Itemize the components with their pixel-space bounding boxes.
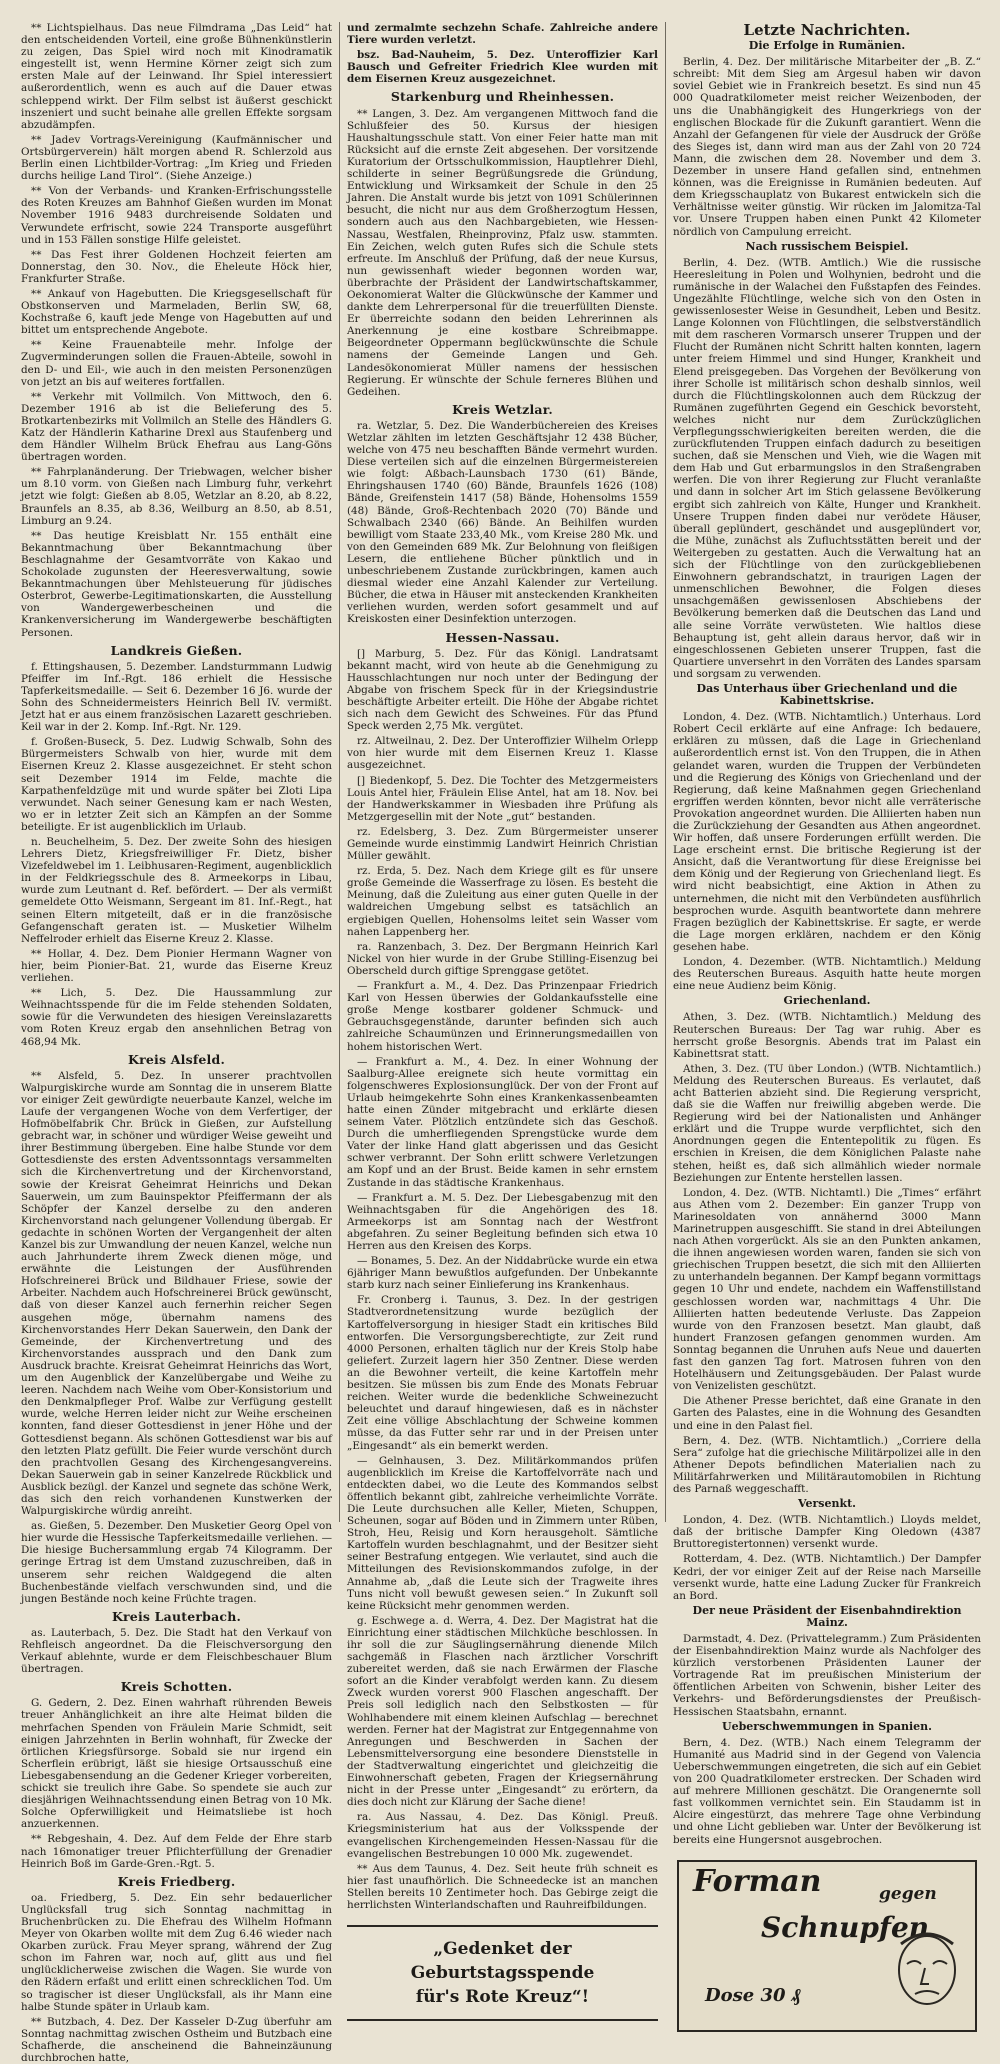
article-london-times: London, 4. Dez. (WTB. Nichtamtl.) Die „Times“ erfährt aus Athen vom 2. Dezember: Ein ganzer Trupp von Marinesoldaten von annähernd 3000 Mann Marinetruppen ausgeschifft. Sie stand in drei Abteilungen nach Athen vorgerückt. Als sie an den Punkten ankamen, die ihnen angewiesen worden waren, fanden sie sich von griechischen Truppen besetzt, die sich mit den Alliierten zu unterhandeln begannen. Der Kampf begann vormittags gegen 10 Uhr und endete, nachdem ein Waffenstillstand geschlossen worden war, nachmittags 4 Uhr. Die Alliierten hatten bedeutende Verluste. Das Zappeion wurde von den Franzosen besetzt. Man glaubt, daß hundert Franzosen gefangen genommen wurden. Am Sonntag begannen die Unruhen aufs Neue und dauerten fast den ganzen Tag fort. Matrosen fuhren von den Hotelhäusern und Zeitungsgebäuden. Der Palast wurde von Venizelisten geschützt.	[673, 1186, 981, 1393]
section-heading-friedberg: Kreis Friedberg.	[117, 1873, 236, 1889]
section-heading-schotten: Kreis Schotten.	[120, 1679, 233, 1695]
article-rotterdam: Rotterdam, 4. Dez. (WTB. Nichtamtlich.) Der Dampfer Kedri, der vor einiger Zeit auf der Reise nach Marseille versenkt wurde, hatte eine Ladung Zucker für Frankreich an Bord.	[673, 1553, 981, 1602]
ad-product: Schnupfen	[761, 1910, 930, 1944]
article-vollmilch: ** Verkehr mit Vollmilch. Von Mittwoch, den 6. Dezember 1916 ab ist die Belieferung des 5. Brotkartenbezirks mit Vollmilch an Stelle des Händlers G. Katz der Händlerin Katharine Drexl aus Staufenberg und dem Händler Wilhelm Brück Ehefrau aus Lang-Göns übertragen worden.	[21, 390, 332, 464]
article-aus-nassau: ra. Aus Nassau, 4. Dez. Das Königl. Preuß. Kriegsministerium hat aus der Volksspende der evangelischen Kirchengemeinden Hessen-Nassau für die evangelischen Bestrebungen 10 000 Mk. zugewendet.	[347, 1811, 658, 1860]
article-friedberg: oa. Friedberg, 5. Dez. Ein sehr bedauerlicher Unglücksfall trug sich Sonntag nachmittag in Bruchenbrücken zu. Die Ehefrau des Wilhelm Hofmann Meyer von Okarben wollte mit dem Zug 6.46 wieder nach Okarben zurück. Frau Meyer sprang, während der Zug schon im Fahren war, noch auf, glitt aus und fiel unglücklicherweise zwischen die Wagen. Sie wurde von den Rädern erfaßt und erlitt einen schrecklichen Tod. Um so tragischer ist dieser Unglücksfall, als ihr Mann eine halbe Stunde später in Urlaub kam.	[21, 1891, 332, 2013]
subheading-greece-cabinet: Das Unterhaus über Griechenland und die Kabinettskrise.	[696, 681, 958, 708]
article-butzbach: ** Butzbach, 4. Dez. Der Kasseler D-Zug überfuhr am Sonntag nachmittag zwischen Ostheim und Butzbach eine Schafherde, die anscheinend die Bahneinzäunung durchbrochen hatte,	[21, 2015, 332, 2064]
article-alsfeld: ** Alsfeld, 5. Dez. In unserer prachtvollen Walpurgiskirche wurde am Sonntag die in unserem Blatte vor einiger Zeit gewürdigte neuerbaute Kanzel, welche im Laufe der vergangenen Woche von dem Verfertiger, der Hofmöbelfabrik Chr. Brück in Gießen, zur Aufstellung gebracht war, in schöner und würdiger Weise geweiht und ihrer Bestimmung übergeben. Eine halbe Stunde vor dem Gottesdienste des ersten Adventssonntags versammelten sich die Kirchenvertretung und der Kirchenvorstand, sowie der Kreisrat Geheimrat Heinrichs und Dekan Sauerwein, um zum Bauinspektor Pfeiffermann der als Schöpfer der Kanzel derselbe zu den anderen Kirchenvorstand nach gelungener Vollendung übergab. Er gedachte in schönen Worten der Vergangenheit der alten Kanzel bis zur Umwandlung der neuen Kanzel, welche nun auch Jahrhunderte ihrem Zweck dienen möge, und erwähnte die Leistungen der Ausführenden Hofschreinerei Brück und Bildhauer Friese, sowie der Arbeiter. Nachdem auch Hofschreinerei Brück gewünscht, daß von dieser Kanzel auch fernerhin reicher Segen ausgehen möge, übernahm namens des Kirchenvorstandes Herr Dekan Sauerwein, den Dank der Gemeinde, der Kirchenvertretung und des Kirchenvorstandes aussprach und den Dank zum Ausdruck brachte. Kreisrat Geheimrat Heinrichs das Wort, um den Augenblick der Kanzelübergabe und Weihe zu leeren. Nachdem nach Weihe vom Ober-Konsistorium und den Denkmalpfleger Prof. Walbe zur Verfügung gestellt wurde, welche Herren leider nicht zur Weihe erscheinen konnten, fand dieser Gottesdienst in jener Höhe und der Gottesdienst begann. Als schönen Gottesdienst war bis auf den letzten Platz gefüllt. Die Feier wurde verschönt durch den prachtvollen Gesang des Kirchengesangvereins. Dekan Sauerwein gab in seiner Kanzelrede Rückblick und Ausblick bezügl. der Kanzel und segnete das schöne Werk, das sich den reich vorhandenen Kunstwerken der Walpurgiskirche würdig anreiht.	[21, 1069, 333, 1518]
article-gelnhausen: — Gelnhausen, 3. Dez. Militärkommandos prüfen augenblicklich im Kreise die Kartoffelvorräte nach und entdeckten dabei, wo die Leute des Kommandos selbst öffentlich bekannt gibt, zahlreiche verheimlichte Vorräte. Die Leute durchsuchen alle Keller, Mieten, Schuppen, Scheunen, sogar auf Böden und in Zimmern unter Rüben, Stroh, Heu, Reisig und Korn herausgeholt. Sämtliche Kartoffeln wurden beschlagnahmt, und der Besitzer sieht seiner Bestrafung entgegen. Wie verlautet, sind auch die Mitteilungen des Revisionskommandos zufolge, in der Annahme ab, „daß die Leute sich der Tragweite ihres Tuns nicht voll bewußt gewesen seien.“ In Zukunft soll keine Rücksicht mehr genommen werden.	[347, 1454, 658, 1612]
article-heuchelheim: n. Beuchelheim, 5. Dez. Der zweite Sohn des hiesigen Lehrers Dietz, Kriegsfreiwilliger Fr. Dietz, bisher Vizefeldwebel im 1. Leibhusaren-Regiment, augenblicklich in der Feldkriegsschule des 8. Armeekorps in Libau, wurde zum Leutnant d. Ref. befördert. — Der als vermißt gemeldete Otto Weismann, Sergeant im 81. Inf.-Regt., hat seinen Eltern mitgeteilt, daß er in die französische Gefangenschaft geraten ist. — Musketier Wilhelm Neffelroder erhielt das Eiserne Kreuz 2. Klasse.	[21, 836, 332, 945]
article-giessen-buchen: as. Gießen, 5. Dezember. Den Musketier Georg Opel von hier wurde die Hessische Tapferkeitsmedaille verliehen. — Die hiesige Buchersammlung ergab 74 Kilogramm. Der geringe Ertrag ist dem Umstand zuzuschreiben, daß in unserem sehr reichen Waldgegend die alten Buchenbestände vielfach verschwunden sind, und die jungen Bestände noch keine Früchte tragen.	[21, 1520, 332, 1605]
ad-brand: Forman	[693, 1863, 822, 1899]
article-rebgeshain: ** Rebgeshain, 4. Dez. Auf dem Felde der Ehre starb nach 16monatiger treuer Pflichterfüllung der Grenadier Heinrich Boß im Garde-Gren.-Rgt. 5.	[21, 1833, 332, 1870]
article-eschwege: g. Eschwege a. d. Werra, 4. Dez. Der Magistrat hat die Einrichtung einer städtischen Milchküche beschlossen. In ihr soll die zur Säuglingsernährung dienende Milch sachgemäß in Flaschen nach ärztlicher Vorschrift zubereitet werden, daß sie nach Erwärmen der Flasche sofort an die Kinder verabfolgt werden kann. Zu diesem Zweck wurden vorerst 900 Flaschen angeschafft. Der Preis soll lediglich nach den Selbstkosten — für Wohlhabendere mit einem kleinen Aufschlag — berechnet werden. Ferner hat der Magistrat zur Entgegennahme von Anregungen und Beschwerden in Sachen der Lebensmittelversorgung eine besondere Dienststelle in der Stadtverwaltung eingerichtet und gleichzeitig die Einwohnerschaft gebeten, Fragen der Kriegsernährung nicht in der Presse unter „Eingesandt“ zu erörtern, da dies doch nicht zur Klärung der Sache diene!	[347, 1614, 658, 1809]
section-heading-lauterbach: Kreis Lauterbach.	[111, 1608, 242, 1624]
article-frankfurt-liebesgaben: — Frankfurt a. M. 5. Dez. Der Liebesgabenzug mit den Weihnachtsgaben für die Angehörigen des 18. Armeekorps ist am Sonntag nach der Westfront abgefahren. Zu seiner Begleitung befinden sich etwa 10 Herren aus den Kreisen des Korps.	[347, 1191, 658, 1252]
ad-price: Dose 30 ₰	[705, 1984, 801, 2006]
forman-advertisement	[677, 1860, 977, 2032]
article-lauterbach: as. Lauterbach, 5. Dez. Die Stadt hat den Verkauf von Rehfleisch angeordnet. Da die Fleischversorgung den Verkauf ablehnte, wurde er dem Fleischbeschauer Blum übertragen.	[21, 1626, 332, 1676]
article-bad-nauheim: bsz. Bad-Nauheim, 5. Dez. Unteroffizier Karl Bausch und Gefreiter Friedrich Klee wurden mit dem Eisernen Kreuz ausgezeichnet.	[347, 49, 658, 86]
section-heading-hessen-nassau: Hessen-Nassau.	[445, 629, 560, 645]
column-regional-news	[340, 22, 666, 2008]
article-fahrplan: ** Fahrplanänderung. Der Triebwagen, welcher bisher um 8.10 vorm. von Gießen nach Limburg fuhr, verkehrt jetzt wie folgt: Gießen ab 8.05, Wetzlar an 8.20, ab 8.22, Braunfels an 8.35, ab 8.36, Weilburg an 8.50, ab 8.51, Limburg an 9.24.	[21, 466, 332, 527]
article-london-unterhaus: London, 4. Dez. (WTB. Nichtamtlich.) Unterhaus. Lord Robert Cecil erklärte auf eine Anfrage: Ich bedauere, erklären zu müssen, daß die Lage in Griechenland außerordentlich ernst ist. Von den Truppen, die in Athen gelandet waren, wurden die Truppen der Verbündeten und die Regierung des Königs von Griechenland und der Regierung, daß keine Maßnahmen gegen Griechenland ergriffen werden könnten, bevor nicht alle verräterische Provokation angeordnet wurden. Die Alliierten haben nun die Zurückziehung der Gesandten aus Athen angeordnet. Wir hoffen, daß unsere Forderungen erfüllt werden. Die Lage erscheint ernst. Die britische Regierung ist der Ansicht, daß die Verantwortung für diese Ereignisse bei dem König und der Regierung von Griechenland liegt. Es wird nicht beabsichtigt, eine Aktion in Athen zu unternehmen, die nicht mit den Verbündeten ausführlich besprochen wurde. Asquith beantwortete dann mehrere Fragen bezüglich der Kabinettskrise. Er sagte, er werde die Lage morgen erklären, nachdem er den König gesehen habe.	[673, 711, 981, 953]
article-frauenabteile: ** Keine Frauenabteile mehr. Infolge der Zugverminderungen sollen die Frauen-Abteile, sowohl in den D- und Eil-, wie auch in den meisten Personenzügen von jetzt an bis auf weiteres fortfallen.	[21, 339, 332, 388]
section-heading-wetzlar: Kreis Wetzlar.	[452, 401, 553, 417]
article-marburg: [] Marburg, 5. Dez. Für das Königl. Landratsamt bekannt macht, wird von heute ab die Genehmigung zu Hausschlachtungen nur noch unter der Bedingung der Abgabe von frischem Speck für in der Kriegsindustrie beschäftigte Arbeiter erteilt. Die Höhe der Abgabe richtet sich nach dem Gewicht des Schweines. Für das Pfund Speck werden 2,75 Mk. vergütet.	[347, 647, 658, 733]
appeal-line-2: für's Rote Kreuz“!	[415, 1987, 590, 2008]
ad-preposition: gegen	[879, 1883, 937, 1904]
subheading-versenkt: Versenkt.	[797, 1497, 857, 1511]
article-ranzenbach: ra. Ranzenbach, 3. Dez. Der Bergmann Heinrich Karl Nickel von hier wurde in der Grube Stilling-Eisenzug bei Oberscheld durch giftige Sprenggase getötet.	[347, 940, 658, 977]
article-butzbach-cont: und zermalmte sechzehn Schafe. Zahlreiche andere Tiere wurden verletzt.	[347, 22, 658, 47]
article-bern-corriere: Bern, 4. Dez. (WTB. Nichtamtlich.) „Corriere della Sera“ zufolge hat die griechische Militärpolizei alle in den Athener Depots befindlichen Materialien nach zu Militärfahrwerken und Militärautomobilen in Richtung des Parnaß weggeschafft.	[673, 1434, 981, 1495]
article-frankfurt-explosion: — Frankfurt a. M., 4. Dez. In einer Wohnung der Saalburg-Allee ereignete sich heute vormittag ein folgenschweres Explosionsunglück. Der von der Front auf Urlaub heimgekehrte Sohn eines Krankenkassenbeamten hatte einen Zünder mitgebracht und erklärte diesen seinem Vater. Plötzlich entzündete sich das Geschoß. Durch die umherfliegenden Sprengstücke wurde dem Vater der linke Hand glatt abgerissen und das Gesicht schwer verbrannt. Der Sohn erlitt schwere Verletzungen am Kopf und an der Brust. Beide kamen in sehr ernstem Zustande in das städtische Krankenhaus.	[347, 1055, 658, 1189]
article-berlin-refugees: Berlin, 4. Dez. (WTB. Amtlich.) Wie die russische Heeresleitung in Polen und Wolhynien, bedroht und die rumänische in der Walachei den Fußstapfen des Feindes. Ungezählte Flüchtlinge, welche sich von den Osten in gewissenlosester Weise in Gesundheit, Leben und Besitz. Lange Kolonnen von Flüchtlingen, die selbstverständlich mit dem rascheren Vormarsch unserer Truppen und der Flucht der Rumänen nicht Schritt halten konnten, lagern unter freiem Himmel und sind Hunger, Krankheit und Elend preisgegeben. Das Vorgehen der Bevölkerung von ihrer Scholle ist militärisch schon deshalb sinnlos, weil durch die Flüchtlingskolonnen auch dem Rückzug der Rumänen zugeführten Gegend ein Geschick bevorsteht, welches nicht nur dem Zurückzüglichen Verpflegungsschwierigkeiten bereiten werden, die die zurückflutenden Truppen einfach dadurch zu beseitigen suchen, daß sie Menschen und Vieh, wie die Wagen mit dem Hab und Gut erbarmungslos in den Straßengraben werfen. Die von ihrer Regierung zur Flucht veranlaßte und dann in solcher Art im Stich gelassene Bevölkerung ergibt sich zahlreich von Kälte, Hunger und Krankheit. Unsere Truppen finden dabei nur verödete Häuser, überall geplündert, geschändet und ausgeplündert vor, die Mühe, zunächst als Zufluchtsstätten bereit und der Weitergeben zu gestatten. Auch die Verwaltung hat an sich der Flüchtlinge von den zurückgebliebenen Einwohnern gebrandschatzt, in traurigen Lagen der unmenschlichen Bewohner, die Folgen dieses unsachgemäßen gewissenlosen Abschiebens der Bevölkerung bemerken daß die Deutschen das Land und alle seine Vorräte verwüsteten. Wie haltlos diese Behauptung ist, geht allein daraus hervor, daß wir in eingeschlossenen Gebieten unserer Truppen, fast die Quartiere unversehrt in den Vorräten des Landes sparsam und sorgsam zu verwenden.	[673, 256, 981, 680]
sneezing-face-icon	[887, 1924, 967, 2022]
article-lich: ** Lich, 5. Dez. Die Haussammlung zur Weihnachtsspende für die im Felde stehenden Soldaten, sowie für die Verwundeten des hiesigen Vereinslazaretts vom Roten Kreuz ergab den ansehnlichen Betrag von 468,94 Mk.	[21, 987, 332, 1048]
subheading-griechenland: Griechenland.	[783, 994, 871, 1008]
article-vortrag: ** Jadev Vortrags-Vereinigung (Kaufmännischer und Ortsbürgerverein) hält morgen abend R. Schlerzold aus Berlin einen Lichtbilder-Vortrag: „Im Krieg und Frieden durchs heilige Land Tirol“. (Siehe Anzeige.)	[21, 133, 332, 183]
article-rotes-kreuz: ** Von der Verbands- und Kranken-Erfrischungsstelle des Roten Kreuzes am Bahnhof Gießen wurden im Monat November 1916 9483 durchreisende Soldaten und Verwundete erfrischt, sowie 224 Transporte ausgeführt und in 153 Fällen sonstige Hilfe geleistet.	[21, 185, 332, 246]
article-hochzeit: ** Das Fest ihrer Goldenen Hochzeit feierten am Donnerstag, den 30. Nov., die Eheleute Höck hier, Frankfurter Straße.	[21, 248, 332, 285]
article-altweilnau: rz. Altweilnau, 2. Dez. Der Unteroffizier Wilhelm Orlepp von hier wurde mit dem Eisernen Kreuz 1. Klasse ausgezeichnet.	[347, 735, 658, 772]
article-bern-spanien: Bern, 4. Dez. (WTB.) Nach einem Telegramm der Humanité aus Madrid sind in der Gegend von Valencia Ueberschwemmungen eingetreten, die sich auf ein Gebiet von 200 Quadratkilometer erstrecken. Der Schaden wird auf mehrere Millionen geschätzt. Die Orangenernte soll fast vollkommen vernichtet sein. Ein Staudamm ist in Alcire eingestürzt, das mehrere Tage ohne Verbindung und ohne Licht geblieben war. Unter der Bevölkerung ist bereits eine Hungersnot ausgebrochen.	[673, 1736, 981, 1846]
red-cross-appeal	[347, 1925, 658, 2021]
section-heading-alsfeld: Kreis Alsfeld.	[128, 1051, 225, 1067]
article-edelsberg: rz. Edelsberg, 3. Dez. Zum Bürgermeister unserer Gemeinde wurde einstimmig Landwirt Heinrich Christian Müller gewählt.	[347, 825, 658, 863]
article-cronberg: Fr. Cronberg i. Taunus, 3. Dez. In der gestrigen Stadtverordnetensitzung wurde bezüglich der Kartoffelversorgung in hiesiger Stadt ein kritisches Bild entworfen. Die Versorgungsberechtigte, zur Zeit rund 4000 Personen, erhalten täglich nur der Kreis Stolp habe geliefert. Zurzeit lagern hier 350 Zentner. Diese werden an die Bewohner verteilt, die keine Kartoffeln mehr besitzen. Sie müssen bis zum Ende des Monats Februar reichen. Weiter wurde die bedenkliche Schweinezucht beleuchtet und darauf hingewiesen, daß es in nächster Zeit eine völlige Abschlachtung der Schweine kommen müsse, da das Futter sehr rar und in der Preisen unter „Eingesandt“ als ein bemerkt werden.	[347, 1294, 658, 1452]
article-biedenkopf: [] Biedenkopf, 5. Dez. Die Tochter des Metzgermeisters Louis Antel hier, Fräulein Elise Antel, hat am 18. Nov. bei der Handwerkskammer in Wiesbaden ihre Prüfung als Metzgergesellin mit der Note „gut“ bestanden.	[347, 774, 658, 823]
article-darmstadt: Darmstadt, 4. Dez. (Privattelegramm.) Zum Präsidenten der Eisenbahndirektion Mainz wurde als Nachfolger des kürzlich verstorbenen Präsidenten Launer der Vortragende Rat im preußischen Ministerium der öffentlichen Arbeiten von Schwenin, bisher Leiter des Verkehrs- und Beförderungsdienstes der Preußisch-Hessischen Staatsbahn, ernannt.	[673, 1633, 981, 1718]
subheading-romania: Die Erfolge in Rumänien.	[748, 39, 906, 53]
section-heading-latest: Letzte Nachrichten.	[743, 21, 911, 39]
article-gedern: G. Gedern, 2. Dez. Einen wahrhaft rührenden Beweis treuer Anhänglichkeit an ihre alte Heimat bilden die mehrfachen Spenden von Fräulein Marie Schmidt, seit einigen Jahrzehnten in Berlin wohnhaft, für Zwecke der örtlichen Kriegsfürsorge. Sobald sie nur irgend ein Scherflein erübrigt, läßt sie hiesige Ortsausschuß eine Liebesgabensendung an die Gedener Krieger vorbereiten, schickt sie treulich ihre Gabe. So spendete sie auch zur diesjährigen Weihnachtssendung einen Betrag von 10 Mk. Solche Opferwilligkeit und Heimatsliebe ist hoch anzuerkennen.	[21, 1697, 332, 1831]
article-grossen-buseck: f. Großen-Buseck, 5. Dez. Ludwig Schwalb, Sohn des Bürgermeisters Schwalb von hier, wurde mit dem Eisernen Kreuz 2. Klasse ausgezeichnet. Er steht schon seit Dezember 1914 im Felde, machte die Karpathenfeldzüge mit und wurde später bei Zloti Lipa verwundet. Nach seiner Genesung kam er nach Westen, wo er in letzter Zeit sich an Kämpfen an der Somme beteiligte. Er ist augenblicklich im Urlaub.	[21, 736, 332, 833]
subheading-russian-example: Nach russischem Beispiel.	[745, 239, 909, 253]
article-london-lloyds: London, 4. Dez. (WTB. Nichtamtlich.) Lloyds meldet, daß der britische Dampfer King Oledown (4387 Bruttoregistertonnen) versenkt wurde.	[673, 1514, 981, 1551]
article-athen-1: Athen, 3. Dez. (WTB. Nichtamtlich.) Meldung des Reuterschen Bureaus: Der Tag war ruhig. Aber es herrscht große Besorgnis. Abends trat im Palast ein Kabinettsrat statt.	[673, 1011, 981, 1060]
subheading-spanien: Ueberschwemmungen in Spanien.	[722, 1719, 932, 1733]
article-ettingshausen: f. Ettingshausen, 5. Dezember. Landsturmmann Ludwig Pfeiffer im Inf.-Rgt. 186 erhielt die Hessische Tapferkeitsmedaille. — Seit 6. Dezember 16 J6. wurde der Sohn des Schneidermeisters Heinrich Bell IV. vermißt. Jetzt hat er aus einem französischen Lazarett geschrieben. Keil war in der 2. Komp. Inf.-Rgt. Nr. 129.	[21, 660, 332, 734]
article-lichtspielhaus: ** Lichtspielhaus. Das neue Filmdrama „Das Leid“ hat den entscheidenden Vorteil, eine große Bühnenkünstlerin zu zeigen, Das Spiel wird noch mit Kinodramatik eingestellt ist, wenn Hermine Körner zeigt sich zum ersten Male auf der Leinwand. Ihr Spiel interessiert außerordentlich, wenn es auch auf die Dauer etwas schleppend wirkt. Der Film selbst ist äußerst geschickt inszeniert und sucht beinahe alle grellen Effekte sorgsam abzudämpfen.	[21, 22, 332, 131]
article-athen-2: Athen, 3. Dez. (TU über London.) (WTB. Nichtamtlich.) Meldung des Reuterschen Bureaus. Es verlautet, daß acht Batterien abzieht sind. Die Regierung verspricht, daß sie die Waffen nur freiwillig abgeben werde. Die Regierung wird bei der Nationalisten und Anhänger erklärt und die Truppe wurde verpflichtet, sich den Anordnungen gegen die Ententepolitik zu fügen. Es erschien in Kreisen, die dem Königlichen Palaste nahe stehen, heißt es, daß sich allmählich wieder normale Beziehungen zur Entente herstellen lassen.	[673, 1062, 981, 1184]
article-kreisblatt: ** Das heutige Kreisblatt Nr. 155 enthält eine Bekanntmachung über Bekanntmachung über Beschlagnahme der Gesamtvorräte von Kakao und Schokolade zugunsten der Heeresverwaltung, sowie Bekanntmachungen über Mehlsteuerung für jüdisches Osterbrot, Gewerbe-Legitimationskarten, die Ausstellung von Wandergewerbescheinen und die Krankenversicherung im Wandergewerbe beschäftigten Personen.	[21, 529, 332, 639]
article-hagebutten: ** Ankauf von Hagebutten. Die Kriegsgesellschaft für Obstkonserven und Marmeladen, Berlin SW, 68, Kochstraße 6, kauft jede Menge von Hagebutten auf und bittet um entsprechende Angebote.	[21, 287, 332, 337]
article-berlin-romania: Berlin, 4. Dez. Der militärische Mitarbeiter der „B. Z.“ schreibt: Mit dem Sieg am Argesul haben wir davon soviel Gebiet wie in Frankreich besetzt. Es sind nun 45 000 Quadratkilometer meist reicher Weizenboden, der uns die Unabhängigkeit des Hungerkriegs von der englischen Blockade für die Zukunft garantiert. Wenn die Anzahl der Gefangenen für viele der Ausdruck der Größe des Sieges ist, dann wird man aus der Zahl von 20 724 Mann, die zwischen dem 28. November und dem 3. Dezember in unsere Hand gefallen sind, entnehmen können, was die Ereignisse in Rumänien bedeuten. Auf dem Kriegsschauplatz von Bukarest entwickeln sich die Verhältnisse weiter günstig. Wir rücken im Jalomitza-Tal vor. Unsere Truppen haben einen Punkt 42 Kilometer nördlich von Campulung erreicht.	[673, 56, 981, 238]
article-taunus: ** Aus dem Taunus, 4. Dez. Seit heute früh schneit es hier fast unaufhörlich. Die Schneedecke ist an manchen Stellen bereits 10 Zentimeter hoch. Das Gebirge zeigt die herrlichsten Winterlandschaften und Rauhreifbildungen.	[347, 1862, 658, 1911]
section-heading-giessen: Landkreis Gießen.	[110, 642, 243, 658]
article-erda: rz. Erda, 5. Dez. Nach dem Kriege gilt es für unsere große Gemeinde die Wasserfrage zu lösen. Es besteht die Meinung, daß die Zuleitung aus einer guten Quelle in der waldreichen Umgebung selbst es tatsächlich an ergiebigen Quellen, Hohensolms leitet sein Wasser vom nahen Lappenberg her.	[347, 865, 658, 938]
appeal-line-1: „Gedenket der Geburtstagsspende	[410, 1939, 595, 1984]
subheading-eisenbahn: Der neue Präsident der Eisenbahndirektion Mainz.	[692, 1603, 962, 1629]
article-hollar: ** Hollar, 4. Dez. Dem Pionier Hermann Wagner von hier, beim Pionier-Bat. 21, wurde das Eiserne Kreuz verliehen.	[21, 947, 332, 985]
article-bonames: — Bonames, 5. Dez. An der Niddabrücke wurde ein etwa 6jähriger Mann bewußtlos aufgefunden. Der Unbekannte starb kurz nach seiner Einlieferung ins Krankenhaus.	[347, 1255, 658, 1292]
section-heading-starkenburg: Starkenburg und Rheinhessen.	[390, 89, 615, 105]
column-local-news	[14, 22, 340, 2064]
article-athener-presse: Die Athener Presse berichtet, daß eine Granate in den Garten des Palastes, eine in die Wohnung des Gesandten und eine in den Palast fiel.	[673, 1395, 981, 1432]
article-frankfurt-gold: — Frankfurt a. M., 4. Dez. Das Prinzenpaar Friedrich Karl von Hessen überwies der Goldankaufsstelle eine große Menge kostbarer goldener Schmuck- und Gebrauchsgegenstände, darunter befinden sich auch zahlreiche Schaumünzen und Erinnerungsmedaillen von hohem historischen Wert.	[347, 980, 658, 1053]
article-london-asquith: London, 4. Dezember. (WTB. Nichtamtlich.) Meldung des Reuterschen Bureaus. Asquith hatte heute morgen eine neue Audienz beim König.	[673, 956, 981, 993]
article-wetzlar: ra. Wetzlar, 5. Dez. Die Wanderbüchereien des Kreises Wetzlar zählten im letzten Geschäftsjahr 12 438 Bücher, welche von 475 neu beschafften Bände vermehrt wurden. Diese verteilen sich auf die einzelnen Bürgermeistereien wie folgt: Aßbach-Launsbach 1730 (61) Bände, Ehringshausen 1740 (60) Bände, Braunfels 1626 (108) Bände, Greifenstein 1417 (58) Bände, Hohensolms 1559 (48) Bände, Groß-Rechtenbach 2020 (70) Bände und Schwalbach 2340 (66) Bände. An Beihilfen wurden bewilligt vom Staate 233,40 Mk., vom Kreise 280 Mk. und von den Gemeinden 689 Mk. Zur Belohnung von fleißigen Lesern, die entliehene Bücher pünktlich und in unbeschriebenem Zustande zurückbringen, kamen auch diesmal wieder eine Anzahl Kalender zur Verteilung. Bücher, die etwa in Häuser mit ansteckenden Krankheiten verliehen wurden, werden sofort gesammelt und auf Kreiskosten einer Desinfektion unterzogen.	[347, 419, 658, 626]
column-latest-news	[666, 21, 988, 2006]
article-langen: ** Langen, 3. Dez. Am vergangenen Mittwoch fand die Schlußfeier des 50. Kursus der hiesigen Haushaltungsschule statt. Von einer Feier hatte man mit Rücksicht auf die ernste Zeit abgesehen. Der vorsitzende Kuratorium der Ortsschulkommission, Hauptlehrer Diehl, schilderte in seiner Begrüßungsrede die Gründung, Entwicklung und Wirksamkeit der Schule in den 25 Jahren. Die Anstalt wurde bis jetzt von 1091 Schülerinnen besucht, die nicht nur aus dem Großherzogtum Hessen, sondern auch aus den Nachbargebieten, wie Hessen-Nassau, Westfalen, Rheinprovinz, Pfalz usw. stammten. Ein Zeichen, welch guten Rufes sich die Schule stets erfreute. Im Anschluß der Prüfung, daß der neue Kursus, nun gewissenhaft wieder begonnen worden war, überbrachte der Präsident der Landwirtschaftskammer, Oekonomierat Walter die Glückwünsche der Kammer und dankte dem Lehrerpersonal für die treuerfüllten Dienste. Er überreichte sodann den beiden Lehrerinnen als Anerkennung je eine kostbare Schreibmappe. Beigeordneter Oppermann beglückwünschte die Schule namens der Gemeinde Langen und Geh. Landesökonomierat Müller namens der hessischen Regierung. Er wünschte der Schule ferneres Blühen und Gedeihen.	[347, 107, 658, 398]
